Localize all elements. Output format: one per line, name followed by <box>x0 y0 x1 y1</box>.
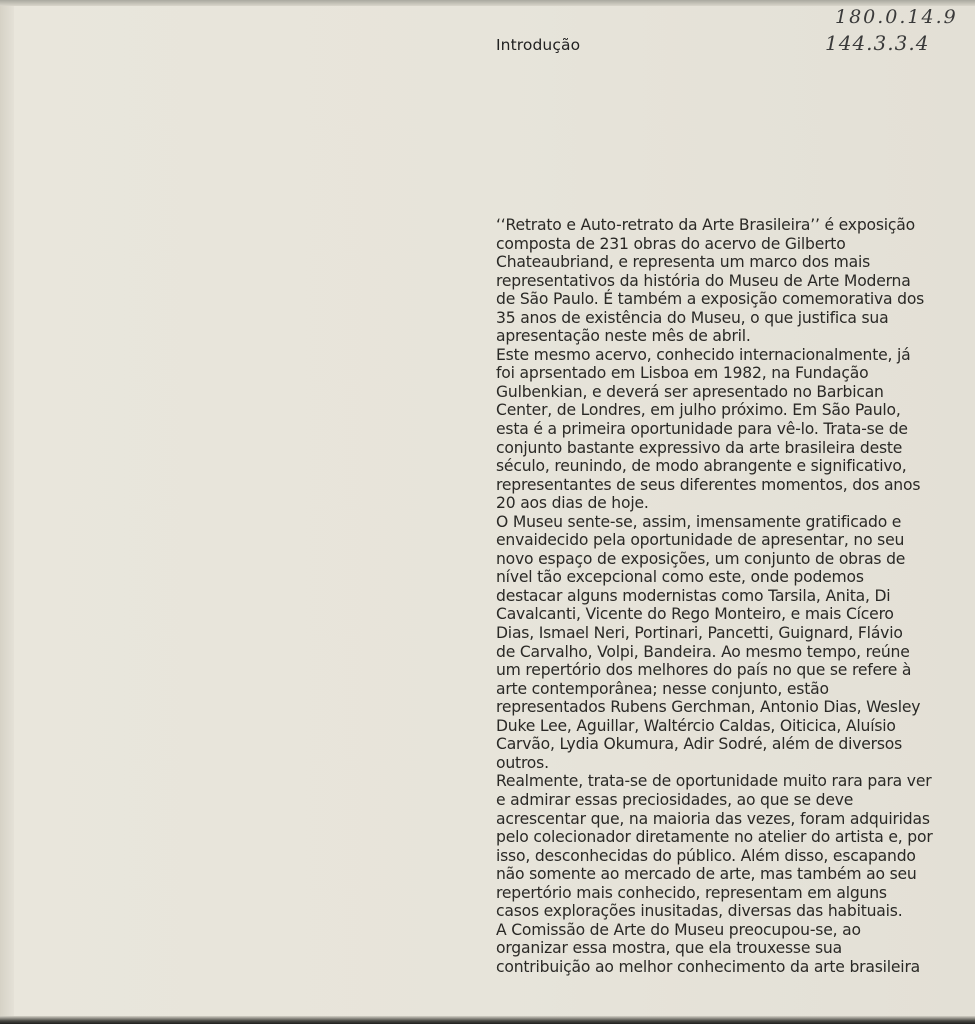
body-text-line: Dias, Ismael Neri, Portinari, Pancetti, Guignard, Flávio <box>496 624 903 643</box>
page-bottom-edge <box>0 1016 975 1024</box>
body-text-line: apresentação neste mês de abril. <box>496 327 751 346</box>
body-text-line: Duke Lee, Aguillar, Waltércio Caldas, Oiticica, Aluísio <box>496 716 896 735</box>
annotation-line-2: 144.3.3.4 <box>825 31 930 55</box>
body-text-line: novo espaço de exposições, um conjunto de obras de <box>496 549 906 568</box>
body-text-line: Cavalcanti, Vicente do Rego Monteiro, e mais Cícero <box>496 605 894 624</box>
body-text-line: O Museu sente-se, assim, imensamente gratificado e <box>496 512 902 531</box>
body-text-line: contribuição ao melhor conhecimento da arte brasileira <box>496 957 921 976</box>
introduction-body <box>496 216 951 976</box>
page-heading: Introdução <box>496 36 581 54</box>
body-text-line: 35 anos de existência do Museu, o que justifica sua <box>496 308 889 327</box>
body-text-line: envaidecido pela oportunidade de apresentar, no seu <box>496 531 905 550</box>
body-text-line: nível tão excepcional como este, onde podemos <box>496 568 864 587</box>
body-text-line: Realmente, trata-se de oportunidade muito rara para ver <box>496 772 932 791</box>
body-text-line: destacar alguns modernistas como Tarsila, Anita, Di <box>496 586 891 605</box>
body-text-line: Chateaubriand, e representa um marco dos mais <box>496 253 871 272</box>
body-text-line: isso, desconhecidas do público. Além disso, escapando <box>496 846 916 865</box>
body-text-line: de São Paulo. É também a exposição comemorativa dos <box>496 290 925 309</box>
body-text-line: esta é a primeira oportunidade para vê-lo. Trata-se de <box>496 420 908 439</box>
body-text-line: acrescentar que, na maioria das vezes, foram adquiridas <box>496 809 930 828</box>
body-text-line: Gulbenkian, e deverá ser apresentado no Barbican <box>496 382 884 401</box>
body-text-line: de Carvalho, Volpi, Bandeira. Ao mesmo tempo, reúne <box>496 642 910 661</box>
body-text-line: foi aprsentado em Lisboa em 1982, na Fundação <box>496 364 869 383</box>
body-text-line: Este mesmo acervo, conhecido internacionalmente, já <box>496 345 911 364</box>
body-text-line: conjunto bastante expressivo da arte brasileira deste <box>496 438 903 457</box>
handwritten-annotation <box>825 4 958 56</box>
body-text-line: representativos da história do Museu de Arte Moderna <box>496 271 911 290</box>
annotation-line-1: 180.0.14.9 <box>835 6 958 28</box>
page-left-edge <box>0 0 14 1024</box>
body-text-line: século, reunindo, de modo abrangente e significativo, <box>496 457 907 476</box>
body-text-line: Center, de Londres, em julho próximo. Em São Paulo, <box>496 401 901 420</box>
body-text-line: composta de 231 obras do acervo de Gilberto <box>496 234 846 253</box>
body-text-line: outros. <box>496 753 549 772</box>
body-text-line: arte contemporânea; nesse conjunto, estão <box>496 679 829 698</box>
body-text-line: organizar essa mostra, que ela trouxesse sua <box>496 939 842 958</box>
body-text-line: Carvão, Lydia Okumura, Adir Sodré, além de diversos <box>496 735 903 754</box>
body-text-line: representantes de seus diferentes momentos, dos anos <box>496 475 921 494</box>
body-text-line: não somente ao mercado de arte, mas também ao seu <box>496 865 917 884</box>
body-text-line: repertório mais conhecido, representam em alguns <box>496 883 887 902</box>
body-text-line: um repertório dos melhores do país no que se refere à <box>496 661 912 680</box>
body-text-line: e admirar essas preciosidades, ao que se deve <box>496 790 854 809</box>
body-text-line: casos explorações inusitadas, diversas das habituais. <box>496 902 903 921</box>
body-text-line: A Comissão de Arte do Museu preocupou-se, ao <box>496 920 861 939</box>
body-text-line: 20 aos dias de hoje. <box>496 494 649 513</box>
body-text-line: ‘‘Retrato e Auto-retrato da Arte Brasileira’’ é exposição <box>496 216 915 234</box>
body-text-line: representados Rubens Gerchman, Antonio Dias, Wesley <box>496 698 921 717</box>
body-text-line: pelo colecionador diretamente no atelier do artista e, por <box>496 828 933 847</box>
